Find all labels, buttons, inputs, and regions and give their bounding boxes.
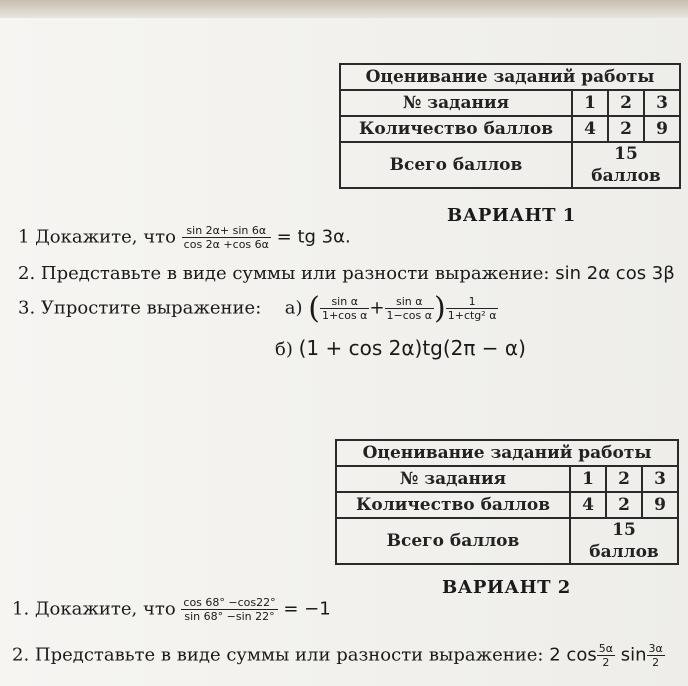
fraction-denominator: 1+ctg² α xyxy=(447,309,497,322)
fraction-numerator: 1 xyxy=(446,295,499,309)
task-number-cell: 3 xyxy=(642,466,678,492)
fraction-denominator: 2 xyxy=(602,656,610,669)
task3a-fraction2 xyxy=(385,295,434,322)
points-label: Количество баллов xyxy=(340,116,572,142)
points-cell: 2 xyxy=(606,492,642,518)
variant1-task1 xyxy=(18,224,351,251)
variant2-task1 xyxy=(12,596,331,623)
total-value: 15 баллов xyxy=(570,518,678,564)
variant2-heading: ВАРИАНТ 2 xyxy=(442,577,571,598)
fraction-numerator: 3α xyxy=(648,642,663,655)
fraction-numerator: sin α xyxy=(320,295,369,309)
points-cell: 9 xyxy=(644,116,680,142)
grading-table-1 xyxy=(339,63,681,189)
variant1-heading: ВАРИАНТ 1 xyxy=(447,205,576,226)
task1-fraction xyxy=(181,596,277,623)
task1-prefix: 1. Докажите, что xyxy=(12,598,176,620)
task2-expression: sin 2α cos 3β xyxy=(555,263,675,284)
fraction-denominator: sin 68° −sin 22° xyxy=(184,610,275,623)
task2-expression-part2: sin xyxy=(620,644,647,666)
fraction-numerator: sin 2α+ sin 6α xyxy=(182,224,271,238)
variant2-task2 xyxy=(12,642,665,669)
total-label: Всего баллов xyxy=(340,142,572,188)
fraction-denominator: 1−cos α xyxy=(386,309,433,322)
points-label: Количество баллов xyxy=(336,492,570,518)
fraction-denominator: cos 2α +cos 6α xyxy=(183,238,269,251)
task2-expression-part1: 2 cos xyxy=(549,644,597,666)
task1-fraction xyxy=(182,224,271,251)
task3b-label: б) xyxy=(275,339,293,360)
task3-prefix: 3. Упростите выражение: xyxy=(18,297,262,319)
task1-rhs: = −1 xyxy=(283,598,331,620)
task-number-cell: 3 xyxy=(644,90,680,116)
plus-sign: + xyxy=(369,297,385,319)
grading-table-title: Оценивание заданий работы xyxy=(340,64,680,90)
task-number-cell: 2 xyxy=(608,90,644,116)
task-number-cell: 2 xyxy=(606,466,642,492)
fraction-numerator: cos 68° −cos22° xyxy=(183,596,276,609)
task2-fraction1 xyxy=(597,642,615,669)
variant1-task3a xyxy=(18,291,498,326)
task2-text: 2. Представьте в виде суммы или разности выражение: xyxy=(18,263,550,284)
points-cell: 9 xyxy=(642,492,678,518)
variant1-task3b xyxy=(275,336,526,360)
photo-top-strip xyxy=(0,0,688,18)
fraction-numerator: sin α xyxy=(385,295,434,309)
fraction-denominator: 2 xyxy=(652,656,660,669)
left-paren: ( xyxy=(308,291,320,326)
fraction-denominator: 1+cos α xyxy=(321,309,368,322)
points-cell: 4 xyxy=(570,492,606,518)
grading-table-2 xyxy=(335,439,679,565)
right-paren: ) xyxy=(434,291,446,326)
task-number-cell: 1 xyxy=(570,466,606,492)
points-cell: 4 xyxy=(572,116,608,142)
total-value: 15 баллов xyxy=(572,142,680,188)
task-number-label: № задания xyxy=(336,466,570,492)
task1-prefix: 1 Докажите, что xyxy=(18,226,176,248)
grading-table-title: Оценивание заданий работы xyxy=(336,440,678,466)
task2-text: 2. Представьте в виде суммы или разности выражение: xyxy=(12,644,544,666)
fraction-numerator: 5α xyxy=(598,642,613,655)
task3a-fraction1 xyxy=(320,295,369,322)
task3a-fraction3 xyxy=(446,295,499,322)
task-number-cell: 1 xyxy=(572,90,608,116)
task1-rhs: = tg 3α. xyxy=(276,226,351,248)
task-number-label: № задания xyxy=(340,90,572,116)
total-label: Всего баллов xyxy=(336,518,570,564)
task2-fraction2 xyxy=(647,642,665,669)
variant1-task2 xyxy=(18,263,675,284)
points-cell: 2 xyxy=(608,116,644,142)
task3a-label: а) xyxy=(284,297,303,319)
task3b-expression: (1 + cos 2α)tg(2π − α) xyxy=(298,336,526,360)
